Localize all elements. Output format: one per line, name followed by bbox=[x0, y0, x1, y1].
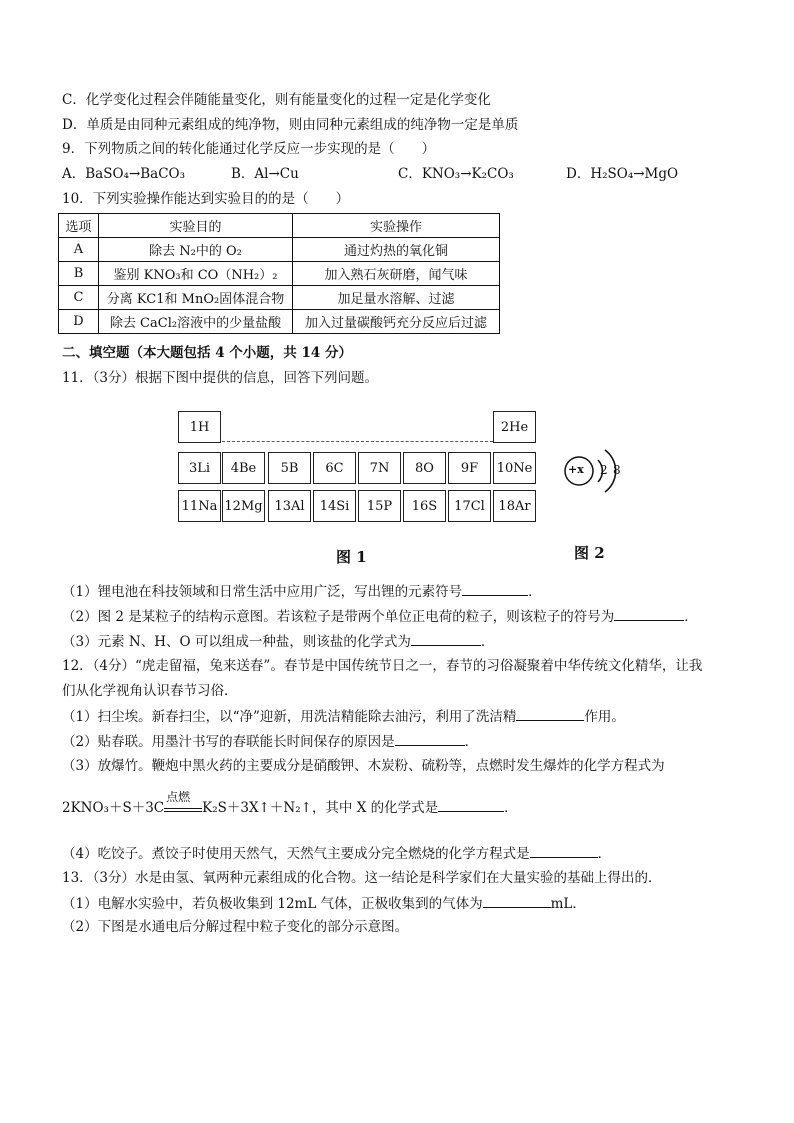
question-12-cont: 们从化学视角认识春节习俗． bbox=[62, 683, 238, 699]
answer-blank[interactable] bbox=[438, 798, 504, 812]
q12-part-2-text: （2）贴春联。用墨汁书写的春联能长时间保存的原因是 bbox=[62, 734, 395, 750]
q11-part-3 bbox=[62, 632, 494, 651]
option-d-text: D．单质是由同种元素组成的纯净物，则由同种元素组成的纯净物一定是单质 bbox=[62, 117, 519, 133]
question-11: 11．（3分）根据下图中提供的信息，回答下列问题。 bbox=[62, 370, 379, 386]
answer-blank[interactable] bbox=[411, 632, 481, 646]
cell-cl: 17Cl bbox=[448, 490, 491, 522]
cell-be: 4Be bbox=[222, 452, 265, 484]
q13-part-1-text: （1）电解水实验中，若负极收集到 12mL 气体，正极收集到的气体为 bbox=[62, 896, 483, 912]
question-10: 10．下列实验操作能达到实验目的的是（ ） bbox=[62, 191, 350, 207]
table-row bbox=[59, 238, 500, 262]
cell-si: 14Si bbox=[313, 490, 356, 522]
cell-ar: 18Ar bbox=[493, 490, 536, 522]
row-purpose: 分离 KC1和 MnO₂固体混合物 bbox=[99, 286, 293, 310]
equation-products: K₂S＋3X↑＋N₂↑ bbox=[202, 800, 312, 816]
table-header-row bbox=[59, 214, 500, 238]
header-purpose: 实验目的 bbox=[99, 214, 293, 238]
row-purpose: 鉴别 KNO₃和 CO（NH₂）₂ bbox=[99, 262, 293, 286]
cell-s: 16S bbox=[403, 490, 446, 522]
q12-part-1-text: （1）扫尘埃。新春扫尘，以“净”迎新，用洗洁精能除去油污，利用了洗洁精 bbox=[62, 709, 517, 725]
period: ． bbox=[684, 609, 698, 625]
section-2-heading: 二、填空题（本大题包括 4 个小题，共 14 分） bbox=[62, 345, 352, 361]
equation-reactants: 2KNO₃＋S＋3C bbox=[62, 800, 165, 816]
equation-tail: ，其中 X 的化学式是 bbox=[311, 800, 439, 816]
nucleus-charge: +x bbox=[568, 463, 584, 476]
reaction-arrow bbox=[164, 790, 202, 812]
cell-na: 11Na bbox=[178, 490, 221, 522]
answer-blank[interactable] bbox=[530, 844, 598, 858]
q12-part-2 bbox=[62, 732, 478, 751]
period: ． bbox=[597, 846, 612, 862]
cell-f: 9F bbox=[448, 452, 491, 484]
answer-blank[interactable] bbox=[516, 707, 584, 721]
q9-option-b: B．Al→Cu bbox=[231, 166, 299, 182]
period: ． bbox=[480, 634, 495, 650]
shell-2-electrons: 8 bbox=[613, 463, 621, 477]
row-option: C bbox=[59, 286, 99, 310]
experiment-table bbox=[58, 213, 500, 334]
header-operation: 实验操作 bbox=[293, 214, 500, 238]
chemical-equation bbox=[62, 790, 518, 817]
particle-structure-diagram bbox=[560, 430, 640, 510]
cell-al: 13Al bbox=[268, 490, 311, 522]
figure-1-caption: 图 1 bbox=[336, 548, 367, 566]
row-operation: 通过灼热的氧化铜 bbox=[293, 238, 500, 262]
q12-part-1 bbox=[62, 707, 625, 726]
period: ． bbox=[464, 734, 479, 750]
q11-part-2 bbox=[62, 607, 698, 626]
question-12: 12．（4分）“虎走留福，兔来送春”。春节是中国传统节日之一，春节的习俗凝聚着中华传统文化精华，让我 bbox=[62, 658, 703, 674]
q11-part-1 bbox=[62, 582, 542, 601]
cell-li: 3Li bbox=[178, 452, 221, 484]
q13-part-2: （2）下图是水通电后分解过程中粒子变化的部分示意图。 bbox=[62, 919, 409, 935]
cell-h: 1H bbox=[178, 411, 221, 443]
q13-part-1-tail: mL． bbox=[550, 896, 586, 912]
cell-he: 2He bbox=[493, 411, 536, 443]
cell-b: 5B bbox=[268, 452, 311, 484]
period: ． bbox=[504, 800, 518, 816]
cell-c: 6C bbox=[313, 452, 356, 484]
q13-part-1 bbox=[62, 894, 586, 913]
row-operation: 加入熟石灰研磨，闻气味 bbox=[293, 262, 500, 286]
cell-o: 8O bbox=[403, 452, 446, 484]
cell-mg: 12Mg bbox=[222, 490, 265, 522]
periodic-table-figure bbox=[178, 405, 538, 523]
cell-ne: 10Ne bbox=[493, 452, 536, 484]
row-operation: 加足量水溶解、过滤 bbox=[293, 286, 500, 310]
q12-part-3: （3）放爆竹。鞭炮中黑火药的主要成分是硝酸钾、木炭粉、硫粉等，点燃时发生爆炸的化学方程式为 bbox=[62, 758, 665, 774]
header-option: 选项 bbox=[59, 214, 99, 238]
shell-1-electrons: 2 bbox=[600, 463, 608, 477]
q12-part-4-text: （4）吃饺子。煮饺子时使用天然气，天然气主要成分完全燃烧的化学方程式是 bbox=[62, 846, 530, 862]
table-row bbox=[59, 286, 500, 310]
option-c-text: C．化学变化过程会伴随能量变化，则有能量变化的过程一定是化学变化 bbox=[62, 92, 491, 108]
period: ． bbox=[528, 584, 542, 600]
row-option: B bbox=[59, 262, 99, 286]
answer-blank[interactable] bbox=[483, 894, 551, 908]
answer-blank[interactable] bbox=[614, 607, 684, 621]
figure-2-caption: 图 2 bbox=[574, 544, 605, 562]
q9-option-d: D．H₂SO₄→MgO bbox=[566, 166, 679, 182]
q12-part-4 bbox=[62, 844, 611, 863]
answer-blank[interactable] bbox=[395, 732, 465, 746]
q11-part-3-text: （3）元素 N、H、O 可以组成一种盐，则该盐的化学式为 bbox=[62, 634, 411, 650]
cell-p: 15P bbox=[358, 490, 401, 522]
reaction-condition: 点燃 bbox=[166, 790, 191, 804]
cell-n: 7N bbox=[358, 452, 401, 484]
q9-option-a: A．BaSO₄→BaCO₃ bbox=[62, 166, 186, 182]
row-operation: 加入过量碳酸钙充分反应后过滤 bbox=[293, 310, 500, 334]
row-purpose: 除去 N₂中的 O₂ bbox=[99, 238, 293, 262]
q11-part-2-text: （2）图 2 是某粒子的结构示意图。若该粒子是带两个单位正电荷的粒子，则该粒子的符号为 bbox=[62, 609, 615, 625]
q12-part-1-tail: 作用。 bbox=[584, 709, 625, 725]
row-purpose: 除去 CaCl₂溶液中的少量盐酸 bbox=[99, 310, 293, 334]
row-option: A bbox=[59, 238, 99, 262]
answer-blank[interactable] bbox=[462, 582, 528, 596]
table-row bbox=[59, 310, 500, 334]
q11-part-1-text: （1）锂电池在科技领域和日常生活中应用广泛，写出锂的元素符号 bbox=[62, 584, 463, 600]
question-9: 9．下列物质之间的转化能通过化学反应一步实现的是（ ） bbox=[62, 141, 436, 157]
question-13: 13．（3分）水是由氢、氧两种元素组成的化合物。这一结论是科学家们在大量实验的基础上得出的． bbox=[62, 870, 662, 886]
row-option: D bbox=[59, 310, 99, 334]
table-row bbox=[59, 262, 500, 286]
q9-option-c: C．KNO₃→K₂CO₃ bbox=[398, 166, 514, 182]
